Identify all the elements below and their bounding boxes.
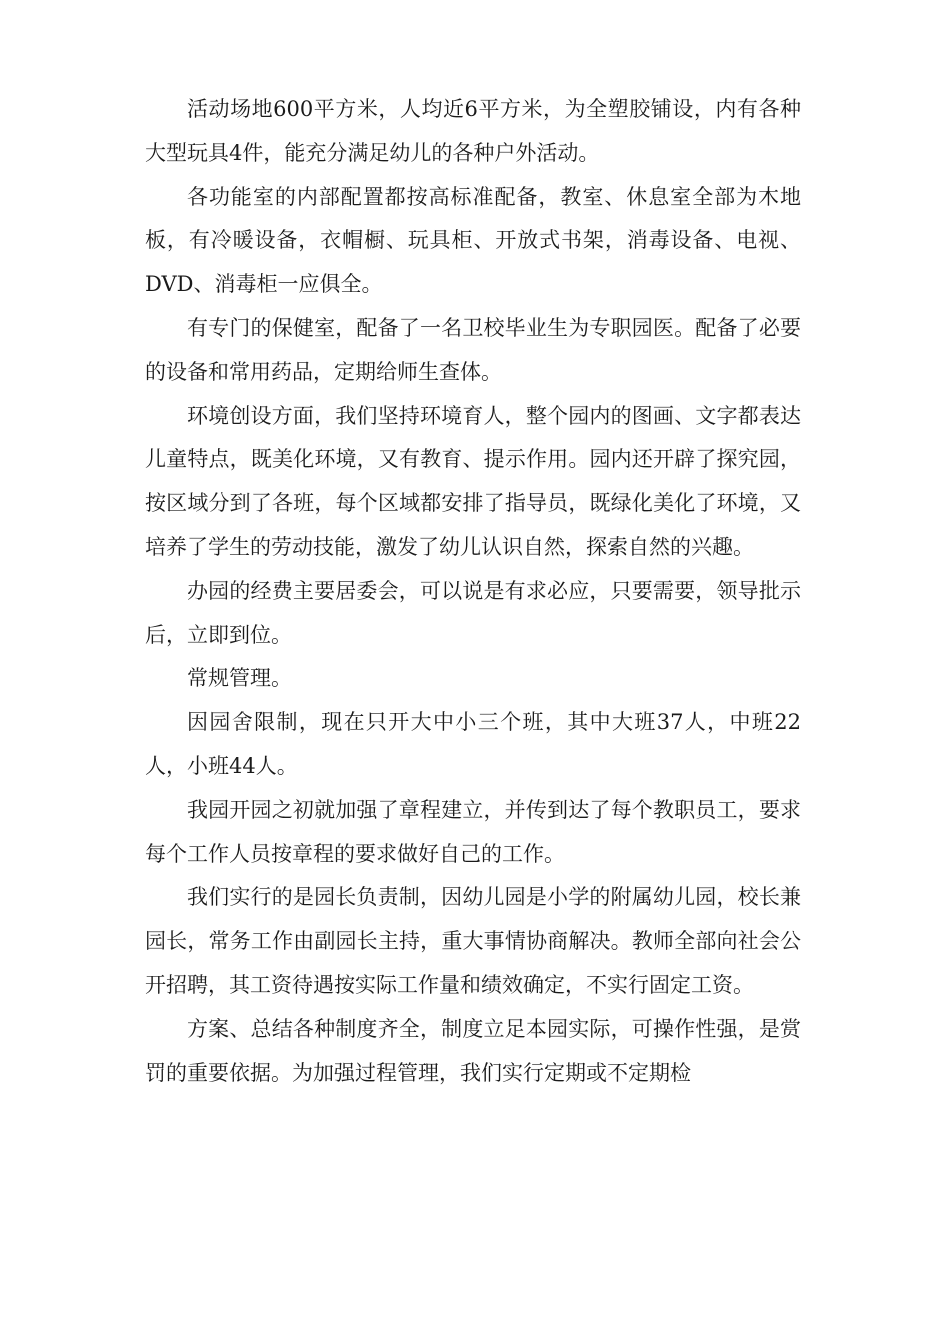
document-body (145, 88, 801, 1095)
paragraph: 因园舍限制，现在只开大中小三个班，其中大班37人，中班22人，小班44人。 (145, 710, 801, 778)
paragraph: 有专门的保健室，配备了一名卫校毕业生为专职园医。配备了必要的设备和常用药品，定期给师生查体。 (145, 315, 801, 384)
paragraph: 活动场地600平方米，人均近6平方米，为全塑胶铺设，内有各种大型玩具4件，能充分满足幼儿的各种户外活动。 (145, 97, 801, 165)
paragraph: 方案、总结各种制度齐全，制度立足本园实际，可操作性强，是赏罚的重要依据。为加强过程管理，我们实行定期或不定期检 (145, 1016, 801, 1085)
paragraph: 环境创设方面，我们坚持环境育人，整个园内的图画、文字都表达儿童特点，既美化环境，又有教育、提示作用。园内还开辟了探究园，按区域分到了各班，每个区域都安排了指导员，既绿化美化了环境，又培养了学生的劳动技能，激发了幼儿认识自然，探索自然的兴趣。 (145, 403, 801, 559)
paragraph: 我园开园之初就加强了章程建立，并传到达了每个教职员工，要求每个工作人员按章程的要求做好自己的工作。 (145, 797, 801, 866)
paragraph: 办园的经费主要居委会，可以说是有求必应，只要需要，领导批示后，立即到位。 (145, 578, 801, 647)
paragraph: 各功能室的内部配置都按高标准配备，教室、休息室全部为木地板，有冷暖设备，衣帽橱、玩具柜、开放式书架，消毒设备、电视、DVD、消毒柜一应俱全。 (145, 184, 801, 297)
paragraph: 我们实行的是园长负责制，因幼儿园是小学的附属幼儿园，校长兼园长，常务工作由副园长主持，重大事情协商解决。教师全部向社会公开招聘，其工资待遇按实际工作量和绩效确定，不实行固定工资。 (145, 885, 801, 997)
section-heading: 常规管理。 (187, 666, 292, 691)
